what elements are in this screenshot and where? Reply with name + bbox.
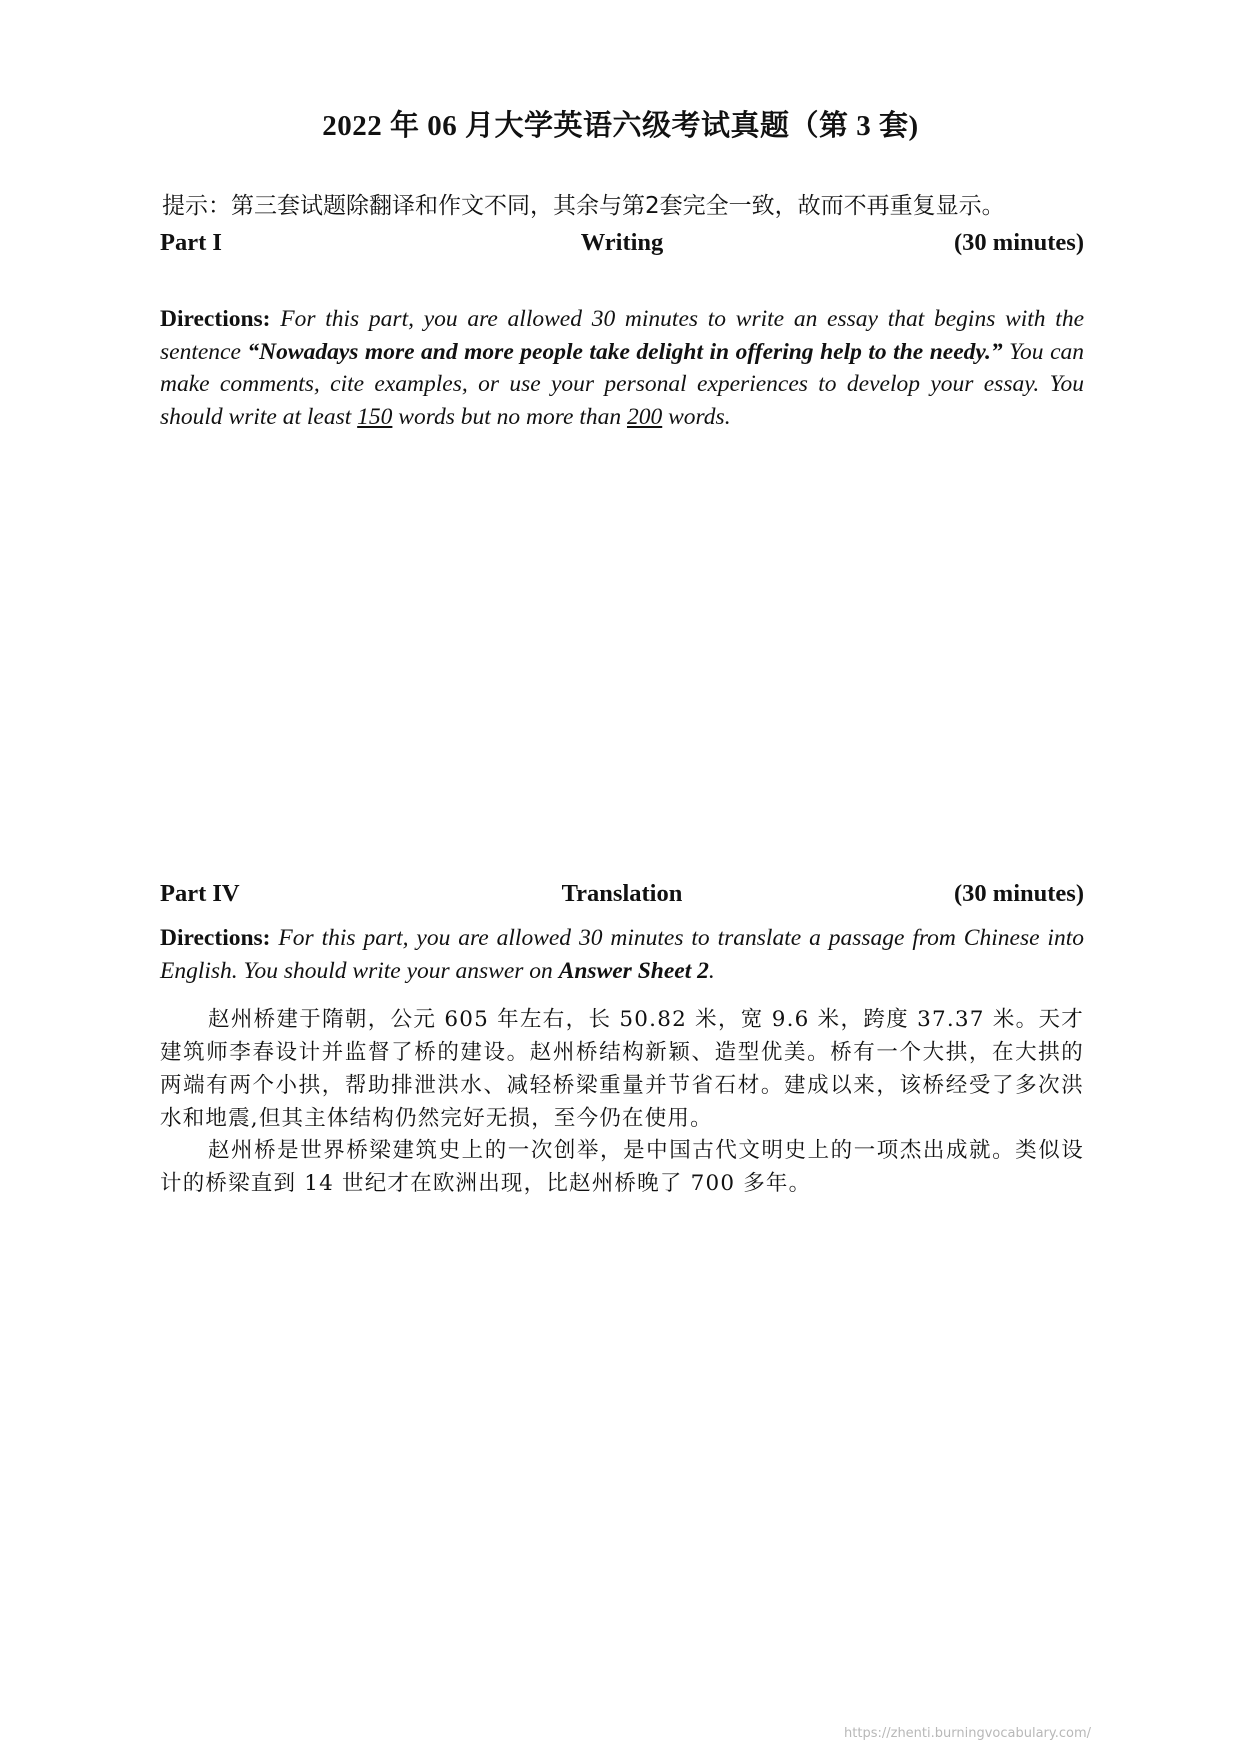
part1-name: Part I bbox=[160, 229, 222, 256]
part4-time: (30 minutes) bbox=[954, 880, 1084, 907]
directions-label: Directions: bbox=[160, 925, 271, 951]
hint-text: 提示：第三套试题除翻译和作文不同，其余与第2套完全一致，故而不再重复显示。 bbox=[162, 193, 1005, 219]
directions-text: words but no more than bbox=[392, 403, 627, 430]
part4-header bbox=[160, 880, 1084, 914]
directions-text: For this part, you are allowed 30 minutes to translate a passage from Chinese into English. You should write your answer on bbox=[160, 925, 1084, 984]
directions-label: Directions: bbox=[160, 306, 271, 332]
max-words: 200 bbox=[626, 403, 663, 430]
translation-paragraph-1: 赵州桥建于隋朝，公元 605 年左右，长 50.82 米，宽 9.6 米，跨度 37.37 米。天才建筑师李春设计并监督了桥的建设。赵州桥结构新颖、造型优美。桥有一个大拱，在大拱的两端有两个小拱，帮助排泄洪水、减轻桥梁重量并节省石材。建成以来，该桥经受了多次洪水和地震,但其主体结构仍然完好无损，至今仍在使用。 bbox=[160, 1007, 1084, 1131]
directions-text: You can make comments, cite examples, or use your personal experiences to develop your essay. You should write at least bbox=[160, 338, 1085, 430]
part4-title: Translation bbox=[561, 880, 683, 907]
footer-url: https://zhenti.burningvocabulary.com/ bbox=[844, 1726, 1091, 1741]
directions-text: . bbox=[708, 957, 715, 984]
document-title: 2022 年 06 月大学英语六级考试真题（第 3 套) bbox=[322, 110, 919, 142]
directions-text: words. bbox=[662, 403, 731, 430]
directions-text: For this part, you are allowed 30 minutes to write an essay that begins with the sentence bbox=[160, 306, 1084, 365]
translation-paragraph-2: 赵州桥是世界桥梁建筑史上的一次创举，是中国古代文明史上的一项杰出成就。类似设计的桥梁直到 14 世纪才在欧洲出现，比赵州桥晚了 700 多年。 bbox=[160, 1138, 1084, 1196]
part1-directions bbox=[160, 303, 1084, 433]
essay-prompt-quote: “Nowadays more and more people take delight in offering help to the needy.” bbox=[247, 338, 1003, 365]
answer-sheet-ref: Answer Sheet 2 bbox=[558, 957, 709, 984]
part1-title: Writing bbox=[580, 229, 664, 256]
part1-time: (30 minutes) bbox=[954, 229, 1084, 256]
part4-directions bbox=[160, 922, 1084, 987]
part1-header bbox=[160, 229, 1084, 263]
part4-name: Part IV bbox=[160, 880, 240, 907]
min-words: 150 bbox=[357, 403, 393, 430]
